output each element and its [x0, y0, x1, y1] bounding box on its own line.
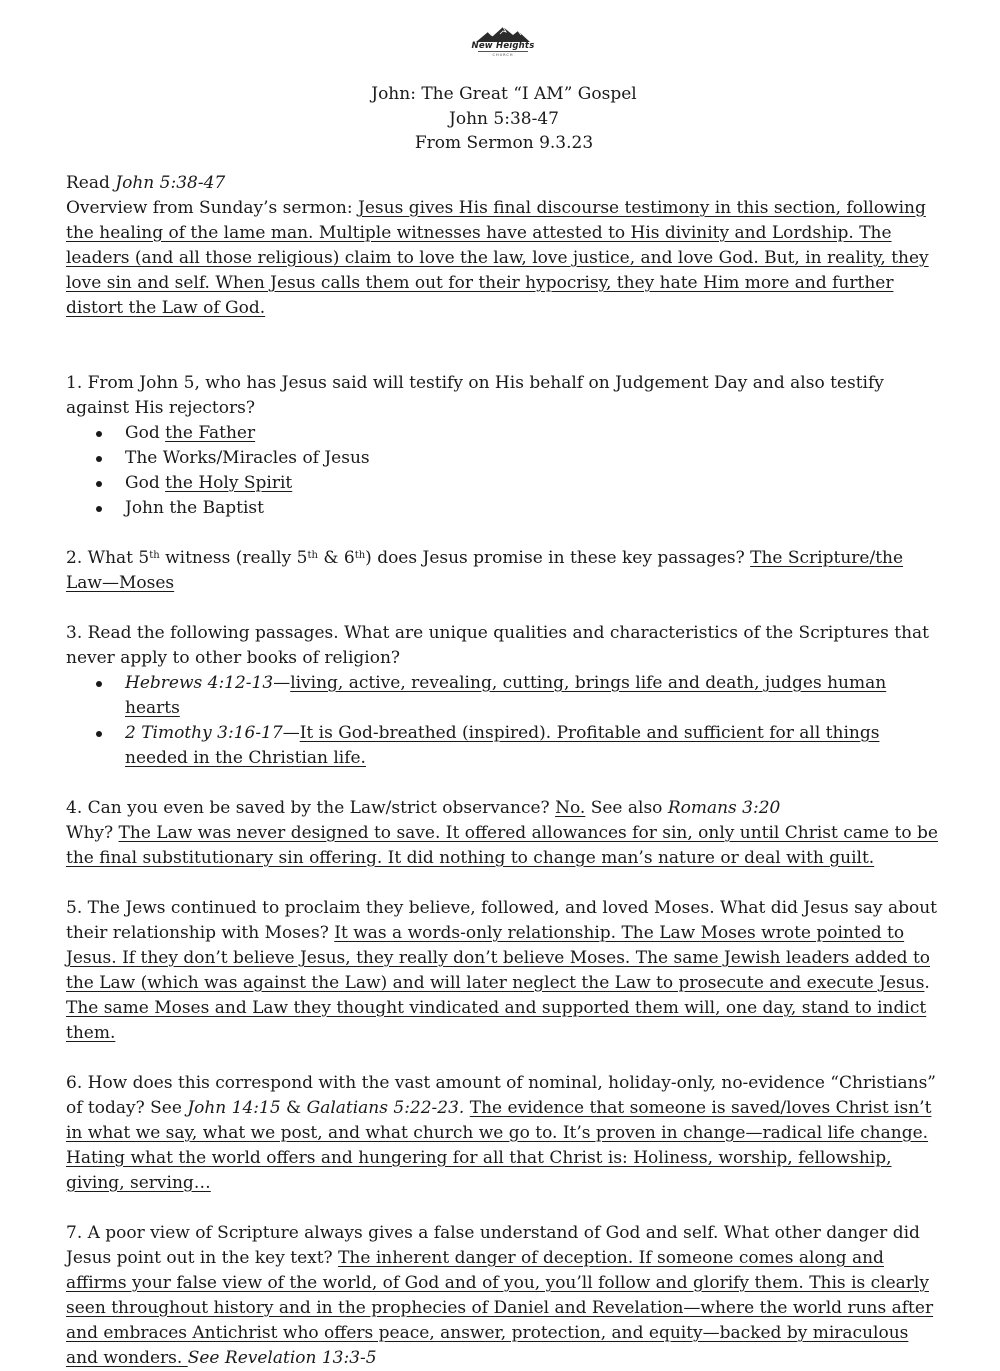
read-line — [66, 171, 942, 196]
question-3-list — [66, 671, 942, 771]
scripture-reference: Hebrews 4:12-13 — [125, 672, 274, 693]
q4-text: 4. Can you even be saved by the Law/strict observance? — [66, 797, 556, 818]
q5-period: . — [924, 972, 930, 993]
question-1-list — [66, 421, 942, 521]
passage-reference: John 5:38-47 — [449, 108, 559, 129]
q2-text: witness (really 5 — [159, 547, 308, 568]
scripture-reference: Romans 3:20 — [667, 797, 781, 818]
q7-answer: The inherent danger of deception. If someone comes along and affirms your false view of the world, of God and of you, you’ll follow and glorify them. This is clearly seen throughout history and in the prophecies of Daniel and Revelation—where the world runs after and embraces Antichrist who offers peace, answer, protection, and equity—backed by miraculous and wonders. — [66, 1247, 934, 1368]
list-item — [66, 421, 942, 446]
question-7 — [66, 1221, 942, 1371]
item-answer: It is God-breathed (inspired). Profitable and sufficient for all things needed in the Christian life. — [125, 722, 880, 768]
question-3: 3. Read the following passages. What are unique qualities and characteristics of the Scriptures that never apply to other books of religion? — [66, 622, 930, 668]
scripture-reference: John 14:15 — [187, 1097, 281, 1118]
question-1: 1. From John 5, who has Jesus said will testify on His behalf on Judgement Day and also testify against His rejectors? — [66, 372, 884, 418]
overview-text: Jesus gives His final discourse testimony in this section, following the healing of the lame man. Multiple witnesses have attested to His divinity and Lordship. The leaders (and all those religious) claim to love the law, love justice, and love God. But, in reality, they love sin and self. When Jesus calls them out for their hypocrisy, they hate Him more and further distort the Law of God. — [66, 197, 929, 318]
q6-text: 6. How does this correspond with the vast amount of nominal, holiday-only, no-evidence “Christians” of today? See — [66, 1072, 936, 1118]
q4-see: See also — [585, 797, 668, 818]
overview-label: Overview from Sunday’s sermon: — [66, 197, 359, 218]
question-5 — [66, 896, 942, 1046]
q4-answer: No. — [555, 797, 586, 818]
superscript: th — [354, 549, 366, 561]
item-answer: the Holy Spirit — [165, 472, 293, 493]
scripture-reference: 2 Timothy 3:16-17 — [125, 722, 283, 743]
spacer — [66, 771, 942, 796]
list-item — [66, 446, 942, 471]
dash: — — [273, 672, 291, 693]
logo-subtitle: CHURCH — [492, 53, 514, 57]
q5-answer: It was a words-only relationship. The Law Moses wrote pointed to Jesus. If they don’t believe Jesus, they really don’t believe Moses. The same Jewish leaders added to the Law (which was against the Law) and will later neglect the Law to prosecute and execute Jesus — [66, 922, 931, 993]
spacer — [66, 521, 942, 546]
q2-text: ) does Jesus promise in these key passages? — [365, 547, 751, 568]
question-6 — [66, 1071, 942, 1196]
read-reference: John 5:38-47 — [115, 172, 226, 193]
scripture-reference: See Revelation 13:3-5 — [187, 1347, 377, 1368]
question-2 — [66, 546, 942, 596]
spacer — [66, 1046, 942, 1071]
spacer — [66, 321, 942, 346]
q6-amp: & — [280, 1097, 307, 1118]
question-4-why — [66, 821, 942, 871]
item-text: God — [125, 472, 166, 493]
question-4 — [66, 796, 942, 821]
list-item — [66, 671, 942, 721]
item-text: The Works/Miracles of Jesus — [125, 447, 370, 468]
read-label: Read — [66, 172, 116, 193]
mountain-icon — [458, 26, 548, 42]
q5-answer-2: The same Moses and Law they thought vindicated and supported them will, one day, stand to indict them. — [66, 997, 927, 1043]
q5-text: 5. The Jews continued to proclaim they believe, followed, and loved Moses. What did Jesus say about their relationship with Moses? — [66, 897, 937, 943]
item-text: God — [125, 422, 166, 443]
q6-answer: The evidence that someone is saved/loves Christ isn’t in what we say, what we post, and what church we go to. It’s proven in change—radical life change. Hating what the world offers and hungering for all that Christ is: Holiness, worship, fellowship, giving, serving… — [66, 1097, 932, 1193]
logo-name: New Heights — [471, 41, 535, 51]
scripture-reference: Galatians 5:22-23. — [306, 1097, 465, 1118]
why-label: Why? — [66, 822, 119, 843]
document-header — [66, 82, 942, 156]
spacer — [66, 596, 942, 621]
superscript: th — [307, 549, 318, 561]
item-answer: the Father — [165, 422, 256, 443]
superscript: th — [149, 549, 160, 561]
logo-divider — [478, 51, 528, 52]
spacer — [66, 346, 942, 371]
church-logo — [458, 26, 548, 64]
spacer — [66, 1196, 942, 1221]
q2-answer: The Scripture/the Law—Moses — [66, 547, 904, 593]
sermon-date: From Sermon 9.3.23 — [414, 133, 594, 153]
list-item — [66, 496, 942, 521]
q2-text: & 6 — [317, 547, 355, 568]
why-answer: The Law was never designed to save. It offered allowances for sin, only until Christ came to be the final substitutionary sin offering. It did nothing to change man’s nature or deal with guilt. — [66, 822, 938, 868]
item-answer: living, active, revealing, cutting, brings life and death, judges human hearts — [125, 672, 887, 718]
document-title: John: The Great “I AM” Gospel — [371, 84, 637, 104]
q2-text: 2. What 5 — [66, 547, 150, 568]
dash: — — [282, 722, 300, 743]
list-item — [66, 721, 942, 771]
list-item — [66, 471, 942, 496]
overview-paragraph — [66, 196, 942, 321]
q7-text: 7. A poor view of Scripture always gives a false understand of God and self. What other danger did Jesus point out in the key text? — [66, 1222, 920, 1268]
spacer — [66, 871, 942, 896]
item-text: John the Baptist — [125, 497, 264, 518]
document-body — [66, 82, 942, 1371]
